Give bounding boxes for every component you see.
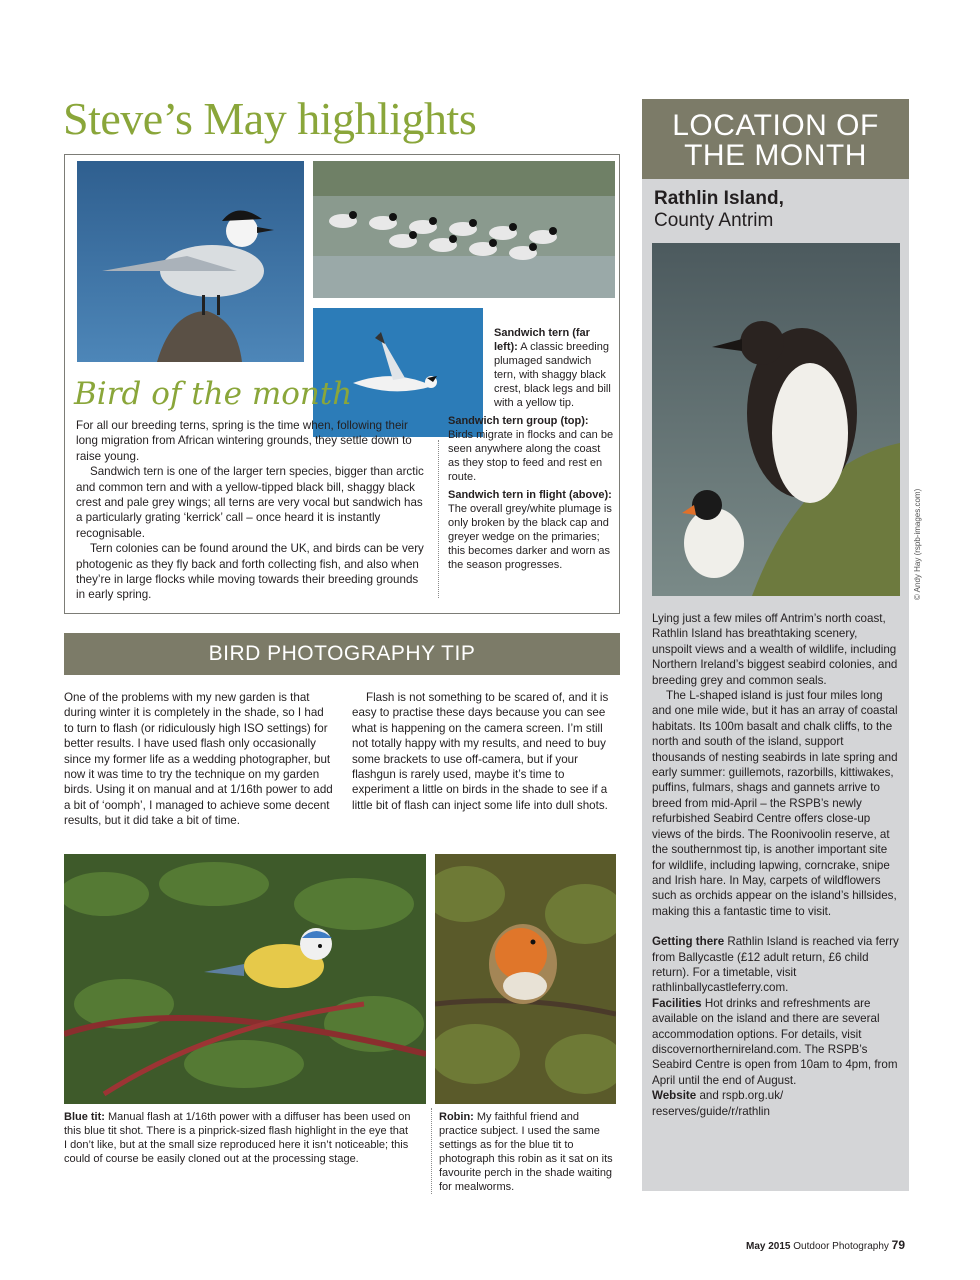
website-text: and rspb.org.uk/ reserves/guide/r/rathlin [652, 1089, 784, 1118]
guillemot-puffin-photo [652, 243, 900, 596]
location-title [654, 188, 784, 232]
caption-text: Manual flash at 1/16th power with a diffuser has been used on this blue tit shot. There is a pinprick-sized flash highlight in the eye that I don’t like, but at the small size reproduced here it isn’t noticeable; this could of course be easily cloned out at the processing stage. [64, 1111, 411, 1165]
bom-paragraph: Sandwich tern is one of the larger tern species, bigger than arctic and common tern and with a yellow-tipped black bill, shaggy black crest and pale grey wings; all terns are very vocal but sandwich has a particularly grating ‘kerrick’ call – once heard it is instantly recognisable. [76, 465, 424, 540]
robin-caption [439, 1110, 613, 1194]
bom-paragraph: Tern colonies can be found around the UK, and birds can be very photogenic as they fly back and forth collecting fish, and also when they’re in large flocks while moving towards their breeding grounds in early spring. [76, 542, 424, 602]
getting-there-label: Getting there [652, 935, 725, 949]
location-heading-text: LOCATION OF THE MONTH [672, 109, 879, 172]
bird-of-month-heading: Bird of the month [74, 376, 353, 412]
location-paragraph: The L-shaped island is just four miles long and one mile wide, but it has an array of coastal habitats. Its 100m basalt and chalk cliffs, to the north and south of the island, support thousands of nesting seabirds in late spring and early summer: guillemots, razorbills, kittiwakes, puffins, fulmars, shags and gannets arrive to breed from mid-April – the RSPB’s newly refurbished Seabird Centre offers close-up views of the birds. The Roonivoolin reserve, at the southernmost tip, is another important site for wildlife, including lapwing, corncrake, snipe and Irish hare. In May, carpets of wildflowers such as orchids appear on the island’s hillsides, making this a fantastic time to visit. [652, 689, 898, 918]
location-county: County Antrim [654, 210, 774, 231]
getting-there-text: Rathlin Island is reached via ferry from Ballycastle (£12 adult return, £6 child return). For a timetable, visit rathlinballycastleferry.com. [652, 935, 899, 995]
caption-text: A classic breeding plumaged sandwich tern, with shaggy black crest, black legs and bill with a yellow tip. [494, 341, 611, 409]
tip-heading-bar [64, 633, 620, 675]
page-title: Steve’s May highlights [63, 93, 477, 144]
caption-label: Sandwich tern in flight (above): [448, 489, 612, 501]
footer-magazine: Outdoor Photography [793, 1241, 889, 1252]
bom-paragraph: For all our breeding terns, spring is the time when, following their long migration from African wintering grounds, they settle down to raise young. [76, 419, 412, 463]
blue-tit-caption [64, 1110, 414, 1166]
facilities-label: Facilities [652, 996, 702, 1010]
caption-text: The overall grey/white plumage is only broken by the black cap and greyer wedge on the primaries; this becomes darker and worn as the season progresses. [448, 503, 612, 571]
caption-label: Blue tit: [64, 1111, 105, 1123]
tern-captions [448, 326, 614, 576]
tip-column-1: One of the problems with my new garden is that during winter it is completely in the shade, so I had to turn to flash (or ridiculously high ISO settings) for better results. I have used flash only occasionally since my former life as a wedding photographer, but now it was time to try the technique on my garden birds. Using it on manual and at 1/16th power to add a bit of ‘oomph’, I managed to achieve some decent results, but it did take a bit of time. [64, 691, 333, 828]
tern-perched-photo [77, 161, 304, 362]
tip-column-2: Flash is not something to be scared of, and it is easy to practise these days because you can see what is happening on the camera screen. I’m still not totally happy with my results, and need to buy some brackets to use off-camera, but if your flashgun is rarely used, maybe it’s time to experiment a little on birds in the shade to see if a little bit of flash can inject some life into dull shots. [352, 691, 609, 812]
footer-date: May 2015 [746, 1241, 791, 1252]
caption-label: Robin: [439, 1111, 474, 1123]
location-paragraph: Lying just a few miles off Antrim’s north coast, Rathlin Island has breathtaking scenery, unspoilt views and a wealth of wildlife, including Northern Ireland’s biggest seabird colonies, and breeding grey and common seals. [652, 612, 898, 687]
tern-group-photo [313, 161, 615, 298]
caption-divider [438, 440, 439, 598]
blue-tit-photo [64, 854, 426, 1104]
facilities-text: Hot drinks and refreshments are available on the island and there are several accommodation options. For details, visit discovernorthernireland.com. The RSPB’s Seabird Centre is open from 10am to 4pm, from April until the end of August. [652, 996, 898, 1087]
location-name: Rathlin Island, [654, 188, 784, 209]
page-footer [746, 1238, 905, 1252]
footer-page-number: 79 [891, 1238, 906, 1252]
photo-credit: © Andy Hay (rspb-images.com) [913, 488, 922, 600]
website-label: Website [652, 1089, 697, 1103]
caption-label: Sandwich tern group (top): [448, 415, 589, 427]
caption-text: Birds migrate in flocks and can be seen anywhere along the coast as they stop to feed and rest en route. [448, 429, 614, 483]
bird-of-month-body [76, 418, 426, 603]
location-body [652, 611, 900, 1119]
caption-label: Sandwich tern (far left): [494, 327, 590, 353]
caption-text: My faithful friend and practice subject. I used the same settings as for the blue tit to photograph this robin as it sat on its favourite perch in the shade waiting for mealworms. [439, 1111, 613, 1193]
tip-heading: BIRD PHOTOGRAPHY TIP [208, 642, 476, 665]
caption-divider [431, 1108, 432, 1194]
robin-photo [435, 854, 616, 1104]
location-heading [642, 99, 909, 179]
